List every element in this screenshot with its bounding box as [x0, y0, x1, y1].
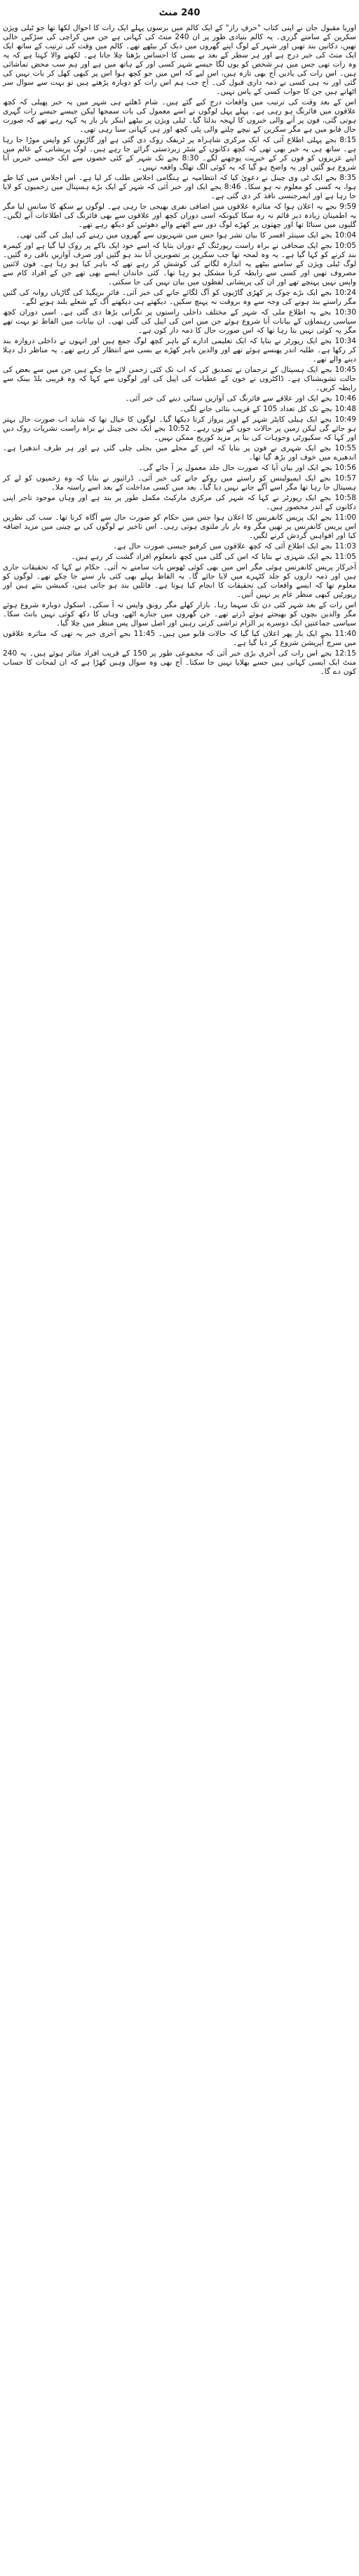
article-paragraph: 10:46 بجے ایک اور علاقے سے فائرنگ کی آوازیں سنائی دینے کی خبر آئی۔	[125, 394, 356, 403]
article-paragraph: 10:56 بجے ایک اور بیان آیا کہ صورت حال جلد معمول پر آ جائے گی۔	[138, 464, 356, 472]
article-paragraph: 10:57 بجے ایک ایمبولینس کو راستے میں روکے جانے کی خبر آئی۔ ڈرائیور نے بتایا کہ وہ زخمیوں کو لے کر ہسپتال جا رہا تھا مگر اسے آگے جانے نہیں دیا گیا۔ بعد میں کسی مداخلت کے بعد اسے راستہ ملا۔	[3, 474, 356, 492]
article-paragraph: 8:35 بجے ایک ٹی وی چینل نے دعویٰ کیا کہ انتظامیہ نے ہنگامی اجلاس طلب کر لیا ہے۔ اس اجلاس میں کیا طے ہوا، یہ کسی کو معلوم نہ ہو سکا۔ 8:46 بجے ایک اور خبر آئی کہ شہر کے ایک بڑے ہسپتال میں زخمیوں کو لایا جا رہا ہے اور ایمرجنسی نافذ کر دی گئی ہے۔	[3, 174, 356, 200]
article-paragraph: 8:15 بجے پہلی اطلاع آئی کہ ایک مرکزی شاہراہ پر ٹریفک روک دی گئی ہے اور گاڑیوں کو واپس موڑا جا رہا ہے۔ ساتھ ہی یہ خبر بھی تھی کہ کچھ دکانوں کے شٹر زبردستی گرائے جا رہے ہیں۔ لوگ پریشانی کے عالم میں اپنے عزیزوں کو فون کر کے خیریت پوچھنے لگے۔ 8:30 بجے تک شہر کے کئی حصوں سے ایک جیسی خبریں آنا شروع ہو گئیں اور یہ واضح ہو گیا کہ یہ کوئی الگ تھلگ واقعہ نہیں۔	[3, 136, 356, 172]
article-paragraph: 10:24 بجے ایک بڑے چوک پر کھڑی گاڑیوں کو آگ لگائے جانے کی خبر آئی۔ فائر بریگیڈ کی گاڑیاں روانہ کی گئیں مگر راستے بند ہونے کی وجہ سے وہ بروقت نہ پہنچ سکیں۔ دیکھتے ہی دیکھتے آگ کے شعلے بلند ہونے لگے۔	[3, 289, 356, 306]
article-paragraph: 11:05 بجے ایک شہری نے بتایا کہ اس کی گلی میں کچھ نامعلوم افراد گشت کر رہے ہیں۔	[71, 553, 356, 561]
article-paragraph: اس کے بعد وقت کی ترتیب میں واقعات درج کیے گئے ہیں۔ شام ڈھلتے ہی شہر میں یہ خبر پھیلی کہ کچھ علاقوں میں فائرنگ ہو رہی ہے۔ پہلے پہل لوگوں نے اسے معمول کی بات سمجھا لیکن جیسے جیسے رات گہری ہوتی گئی، فون پر آنے والی خبروں کا لہجہ بدلتا گیا۔ ٹیلی ویژن پر بیٹھے اینکر بار بار یہ کہہ رہے تھے کہ صورت حال قابو میں ہے مگر سکرین کے نیچے چلنے والی پٹی کچھ اور ہی کہانی سنا رہی تھی۔	[3, 98, 356, 134]
article-paragraph: 10:34 بجے ایک رپورٹر نے بتایا کہ ایک تعلیمی ادارے کے باہر کچھ لوگ جمع ہیں اور انہوں نے داخلی دروازہ بند کر رکھا ہے۔ طلبہ اندر پھنسے ہوئے تھے اور والدین باہر کھڑے بے بسی سے انتظار کر رہے تھے۔ یہ مناظر دل دہلا دینے والے تھے۔	[3, 337, 356, 363]
article-paragraph: 12:15 بجے اس رات کی آخری بڑی خبر آئی کہ مجموعی طور پر 150 کے قریب افراد متاثر ہوئے ہیں۔ یہ 240 منٹ ایک ایسی کہانی ہیں جسے بھلایا نہیں جا سکتا۔ آج بھی وہ سوال وہیں کھڑا ہے کہ ان لمحات کا حساب کون دے گا۔	[3, 649, 356, 676]
article-paragraph: 11:00 بجے ایک پریس کانفرنس کا اعلان ہوا جس میں حکام کو صورت حال سے آگاہ کرنا تھا۔ سب کی نظریں اس پریس کانفرنس پر تھیں مگر وہ بار بار ملتوی ہوتی رہی۔ اس تاخیر نے لوگوں کی بے چینی میں مزید اضافہ کیا اور افواہیں گردش کرنے لگیں۔	[3, 513, 356, 540]
article-paragraph: 10:04 بجے ایک سینئر افسر کا بیان نشر ہوا جس میں شہریوں سے گھروں میں رہنے کی اپیل کی گئی تھی۔	[15, 231, 356, 240]
article-paragraph: 10:49 بجے ایک ہیلی کاپٹر شہر کے اوپر پرواز کرتا دیکھا گیا۔ لوگوں کا خیال تھا کہ شاید اب صورت حال بہتر ہو جائے گی لیکن زمین پر حالات جوں کے توں رہے۔ 10:52 بجے ایک نجی چینل نے براہ راست نشریات روک دیں اور کہا کہ سکیورٹی وجوہات کی بنا پر مزید کوریج ممکن نہیں۔	[3, 415, 356, 442]
article-paragraph: آخرکار پریس کانفرنس ہوئی مگر اس میں بھی کوئی ٹھوس بات سامنے نہ آئی۔ حکام نے کہا کہ تحقیقات جاری ہیں اور ذمہ داروں کو جلد کٹہرے میں لایا جائے گا۔ یہ الفاظ پہلے بھی کئی بار سنے جا چکے تھے۔ لوگوں کو معلوم تھا کہ ایسے واقعات کی تحقیقات کا انجام کیا ہوتا ہے۔ فائلیں بند ہو جاتی ہیں، کمیشن بنتے ہیں اور رپورٹیں کبھی منظر عام پر نہیں آتیں۔	[3, 563, 356, 599]
article-body	[3, 24, 356, 677]
article-paragraph: 10:45 بجے ایک ہسپتال کے ترجمان نے تصدیق کی کہ اب تک کئی زخمی لائے جا چکے ہیں جن میں سے بعض کی حالت تشویشناک ہے۔ ڈاکٹروں نے خون کے عطیات کی اپیل کی اور لوگوں سے کہا کہ وہ قریبی بلڈ بینک سے رابطہ کریں۔	[3, 366, 356, 392]
article-paragraph: 9:59 بجے یہ اعلان ہوا کہ متاثرہ علاقوں میں اضافی نفری بھیجی جا رہی ہے۔ لوگوں نے سکھ کا سانس لیا مگر یہ اطمینان زیادہ دیر قائم نہ رہ سکا کیونکہ اسی دوران کچھ اور علاقوں سے بھی فائرنگ کی اطلاعات آنے لگیں۔ گلیوں میں سناٹا تھا اور چھتوں پر کھڑے لوگ دور سے اٹھنے والے دھوئیں کو دیکھ رہے تھے۔	[3, 202, 356, 229]
article-paragraph: اس رات کے بعد شہر کئی دن تک سہما رہا۔ بازار کھلے مگر رونق واپس نہ آ سکی۔ اسکول دوبارہ شروع ہوئے مگر والدین بچوں کو بھیجتے ہوئے ڈرتے تھے۔ جن گھروں میں جنازے اٹھے، وہاں کا دکھ کوئی نہیں بانٹ سکا۔ سیاسی جماعتیں ایک دوسرے پر الزام تراشی کرتی رہیں اور اصل سوال پس منظر میں چلا گیا۔	[3, 601, 356, 628]
article-paragraph: 10:58 بجے ایک رپورٹر نے کہا کہ شہر کی مرکزی مارکیٹ مکمل طور پر بند ہے اور وہاں موجود تاجر اپنی دکانوں کے اندر محصور ہیں۔	[3, 494, 356, 511]
page-title: 240 منٹ	[158, 8, 201, 18]
article-paragraph: اوریا مقبول جان نے اپنی کتاب "حرفِ راز" کے ایک کالم میں برسوں پہلے ایک رات کا احوال لکھا تھا جو ٹیلی ویژن سکرین کے سامنے گزری۔ یہ کالم بنیادی طور پر ان 240 منٹ کی کہانی ہے جن میں کراچی کی سڑکیں خالی تھیں، دکانیں بند تھیں اور شہر کے لوگ اپنے گھروں میں دبک کر بیٹھے تھے۔ کالم میں وقت کی ترتیب کے ساتھ ایک ایک منٹ کی خبر درج ہے اور ہر سطر کے بعد بے بسی کا احساس بڑھتا چلا جاتا ہے۔ لکھنے والا کہتا ہے کہ یہ وہ رات تھی جس میں ہر شخص کو یوں لگا جیسے شہر کسی اور کے ہاتھ میں ہے اور ہم سب محض تماشائی ہیں۔ اس رات کی یادیں آج بھی تازہ ہیں، اس لیے کہ اس میں جو کچھ ہوا اس پر کبھی کھل کر بات نہیں کی گئی اور نہ ہی کسی نے ذمہ داری قبول کی۔ آج جب ہم اس رات کو دوبارہ پڑھتے ہیں تو بہت سے سوال سر اٹھاتے ہیں جن کا جواب کسی کے پاس نہیں۔	[3, 24, 356, 96]
article-paragraph: 10:48 بجے تک کل تعداد 105 کے قریب بتائی جانے لگی۔	[180, 405, 356, 413]
article-paragraph: 10:05 بجے ایک صحافی نے براہ راست رپورٹنگ کے دوران بتایا کہ اسے خود ایک ناکے پر روک لیا گیا ہے اور کیمرہ بند کرنے کو کہا گیا ہے۔ یہ وہ لمحہ تھا جب سکرین پر تصویریں آنا بند ہو گئیں اور صرف آوازیں باقی رہ گئیں۔ لوگ ٹیلی ویژن کے سامنے بیٹھے یہ اندازہ لگانے کی کوشش کر رہے تھے کہ باہر کیا ہو رہا ہے۔ فون لائنیں مصروف تھیں اور کسی سے رابطہ کرنا مشکل ہو رہا تھا۔ کئی خاندان ایسے بھی تھے جن کے افراد کام سے واپس نہیں پہنچے تھے اور ان کی پریشانی لفظوں میں بیان نہیں کی جا سکتی۔	[3, 242, 356, 286]
article-paragraph: 10:30 بجے یہ اطلاع ملی کہ شہر کے مختلف داخلی راستوں پر نگرانی بڑھا دی گئی ہے۔ اسی دوران کچھ سیاسی رہنماؤں کے بیانات آنا شروع ہوئے جن میں امن کی اپیل کی گئی تھی۔ ان بیانات میں الفاظ تو بہت تھے مگر یہ کوئی نہیں بتا رہا تھا کہ اس صورت حال کا ذمہ دار کون ہے۔	[3, 308, 356, 335]
article-paragraph: 10:55 بجے ایک شہری نے فون پر بتایا کہ اس کے محلے میں بجلی چلی گئی ہے اور ہر طرف اندھیرا ہے۔ اندھیرے میں خوف اور بڑھ گیا تھا۔	[3, 444, 356, 462]
article-paragraph: 11:40 بجے ایک بار پھر اعلان کیا گیا کہ حالات قابو میں ہیں۔ 11:45 بجے آخری خبر یہ تھی کہ متاثرہ علاقوں میں سرچ آپریشن شروع کر دیا گیا ہے۔	[3, 630, 357, 647]
article-paragraph: 11:03 بجے ایک اطلاع آئی کہ کچھ علاقوں میں کرفیو جیسی صورت حال ہے۔	[113, 542, 356, 550]
